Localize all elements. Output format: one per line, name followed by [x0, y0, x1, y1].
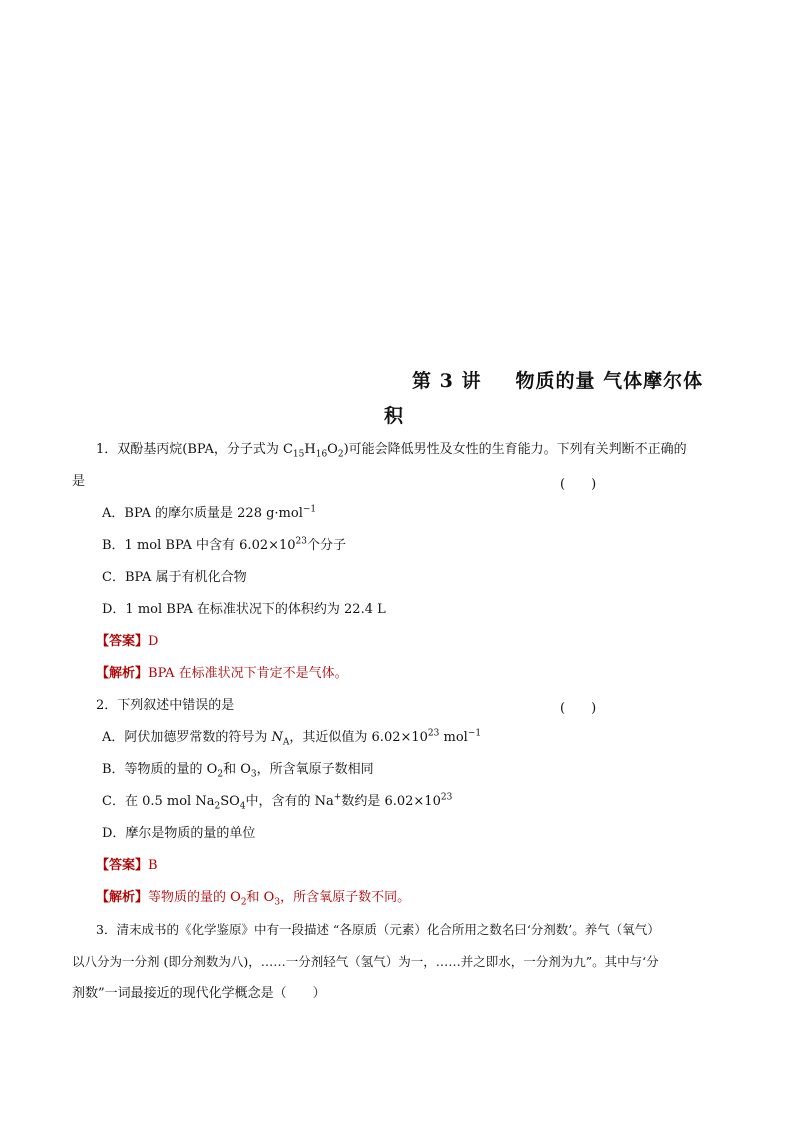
question-2-option-c: C．在 0.5 mol $Na_2SO_4$中，含有的 Na+数约是 $6.02\times 10^{23}$ [102, 792, 453, 812]
question-2-analysis: 【解析】等物质的量的 $O_2$和 $O_3$，所含氧原子数不同。 [96, 890, 411, 908]
question-3-stem-line-2: 以八分为一分剂 (即分剂数为八)，……一分剂轻气（氢气）为一，……并之即水，一分剂为九”。其中与‘分 [72, 954, 659, 969]
question-3-stem: 3．清末成书的《化学鉴原》中有一段描述 “各原质（元素）化合所用之数名曰‘分剂数’。养气（氧气） [96, 922, 660, 937]
question-1-option-c: C．BPA 属于有机化合物 [102, 570, 247, 585]
answer-blank: ( ) [560, 701, 597, 716]
lesson-topic: 物质的量 气体摩尔体 [515, 370, 704, 392]
question-1-answer: 【答案】D [96, 634, 159, 649]
question-3-stem-line-3: 剂数”一词最接近的现代化学概念是（ ） [72, 986, 326, 1001]
answer-blank: ( ) [560, 477, 597, 492]
lesson-number: 第 3 讲 [412, 370, 482, 392]
question-1-analysis: 【解析】BPA 在标准状况下肯定不是气体。 [96, 666, 348, 681]
question-2-option-d: D．摩尔是物质的量的单位 [102, 826, 256, 841]
lesson-title [412, 366, 703, 393]
question-1-stem: 1．双酚基丙烷(BPA，分子式为 $C_{15}H_{16}O_2$)可能会降低男性及女性的生育能力。下列有关判断不正确的 [96, 442, 687, 460]
question-2-answer: 【答案】B [96, 858, 158, 873]
question-1-stem-continued: 是 [72, 474, 86, 489]
question-2-stem: 2．下列叙述中错误的是 [96, 698, 235, 713]
question-1-option-d: D．1 mol BPA 在标准状况下的体积约为 22.4 L [102, 602, 386, 617]
lesson-title-continued: 积 [384, 405, 404, 427]
question-2-option-b: B．等物质的量的 $O_2$和 $O_3$，所含氧原子数相同 [102, 762, 374, 780]
question-2-option-a: A．阿伏加德罗常数的符号为 $N_A$，其近似值为 $6.02\times 10^{23}$ mol$^{-1}$ [102, 728, 482, 748]
question-1-option-a: A．BPA 的摩尔质量是 228 g·mol$^{-1}$ [102, 504, 317, 521]
question-1-option-b: B．1 mol BPA 中含有 $6.02\times 10^{23}$个分子 [102, 536, 347, 553]
